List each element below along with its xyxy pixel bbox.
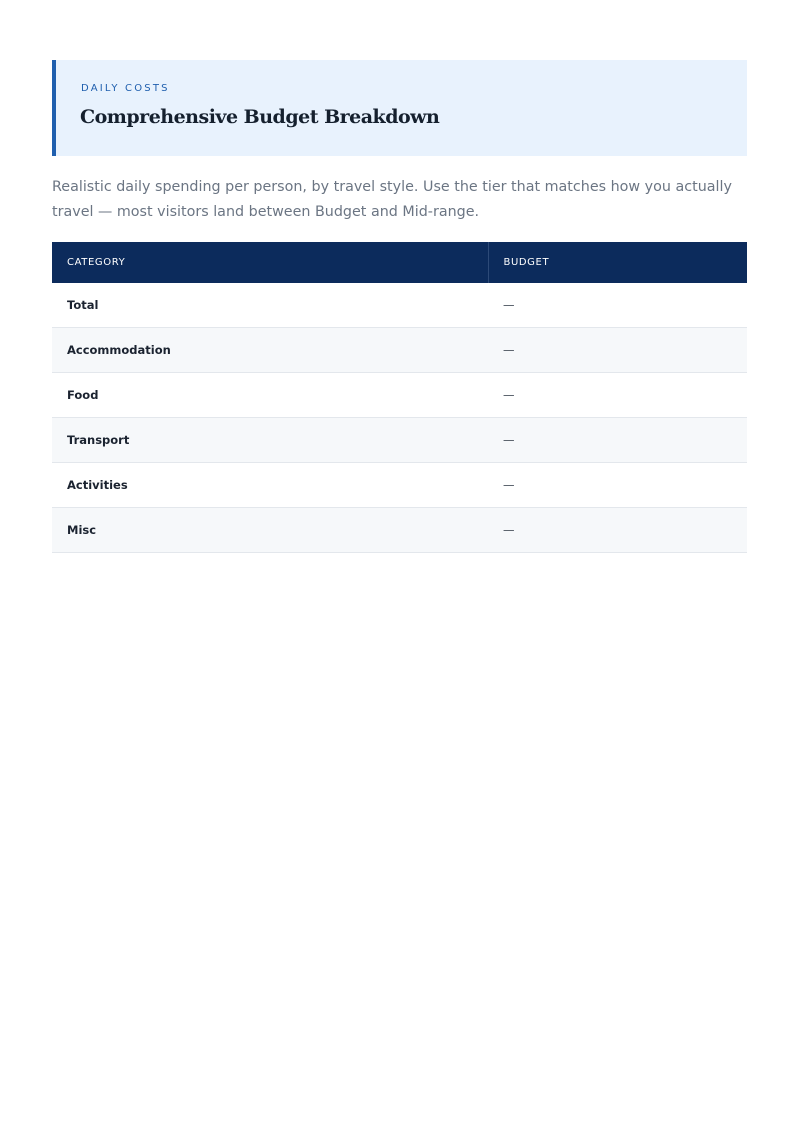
table-row [52, 508, 747, 553]
row-budget-value: — [488, 373, 747, 418]
row-budget-value: — [488, 508, 747, 553]
row-budget-value: — [488, 283, 747, 328]
row-budget-value: — [488, 328, 747, 373]
row-category: Transport [52, 418, 488, 463]
table-row [52, 418, 747, 463]
row-category: Total [52, 283, 488, 328]
table-header-row [52, 242, 747, 283]
table-row [52, 463, 747, 508]
intro-paragraph: Realistic daily spending per person, by travel style. Use the tier that matches how you actually travel — most visitors land between Budget and Mid-range. [52, 179, 732, 220]
section-title: Comprehensive Budget Breakdown [80, 106, 440, 128]
column-header-category: CATEGORY [52, 242, 488, 283]
row-budget-value: — [488, 418, 747, 463]
row-category: Misc [52, 508, 488, 553]
row-budget-value: — [488, 463, 747, 508]
row-category: Food [52, 373, 488, 418]
section-eyebrow: DAILY COSTS [81, 83, 170, 94]
section-callout [52, 60, 747, 156]
budget-table [52, 242, 747, 553]
table-row [52, 373, 747, 418]
row-category: Accommodation [52, 328, 488, 373]
table-row [52, 283, 747, 328]
column-header-budget: BUDGET [488, 242, 747, 283]
table-row [52, 328, 747, 373]
row-category: Activities [52, 463, 488, 508]
